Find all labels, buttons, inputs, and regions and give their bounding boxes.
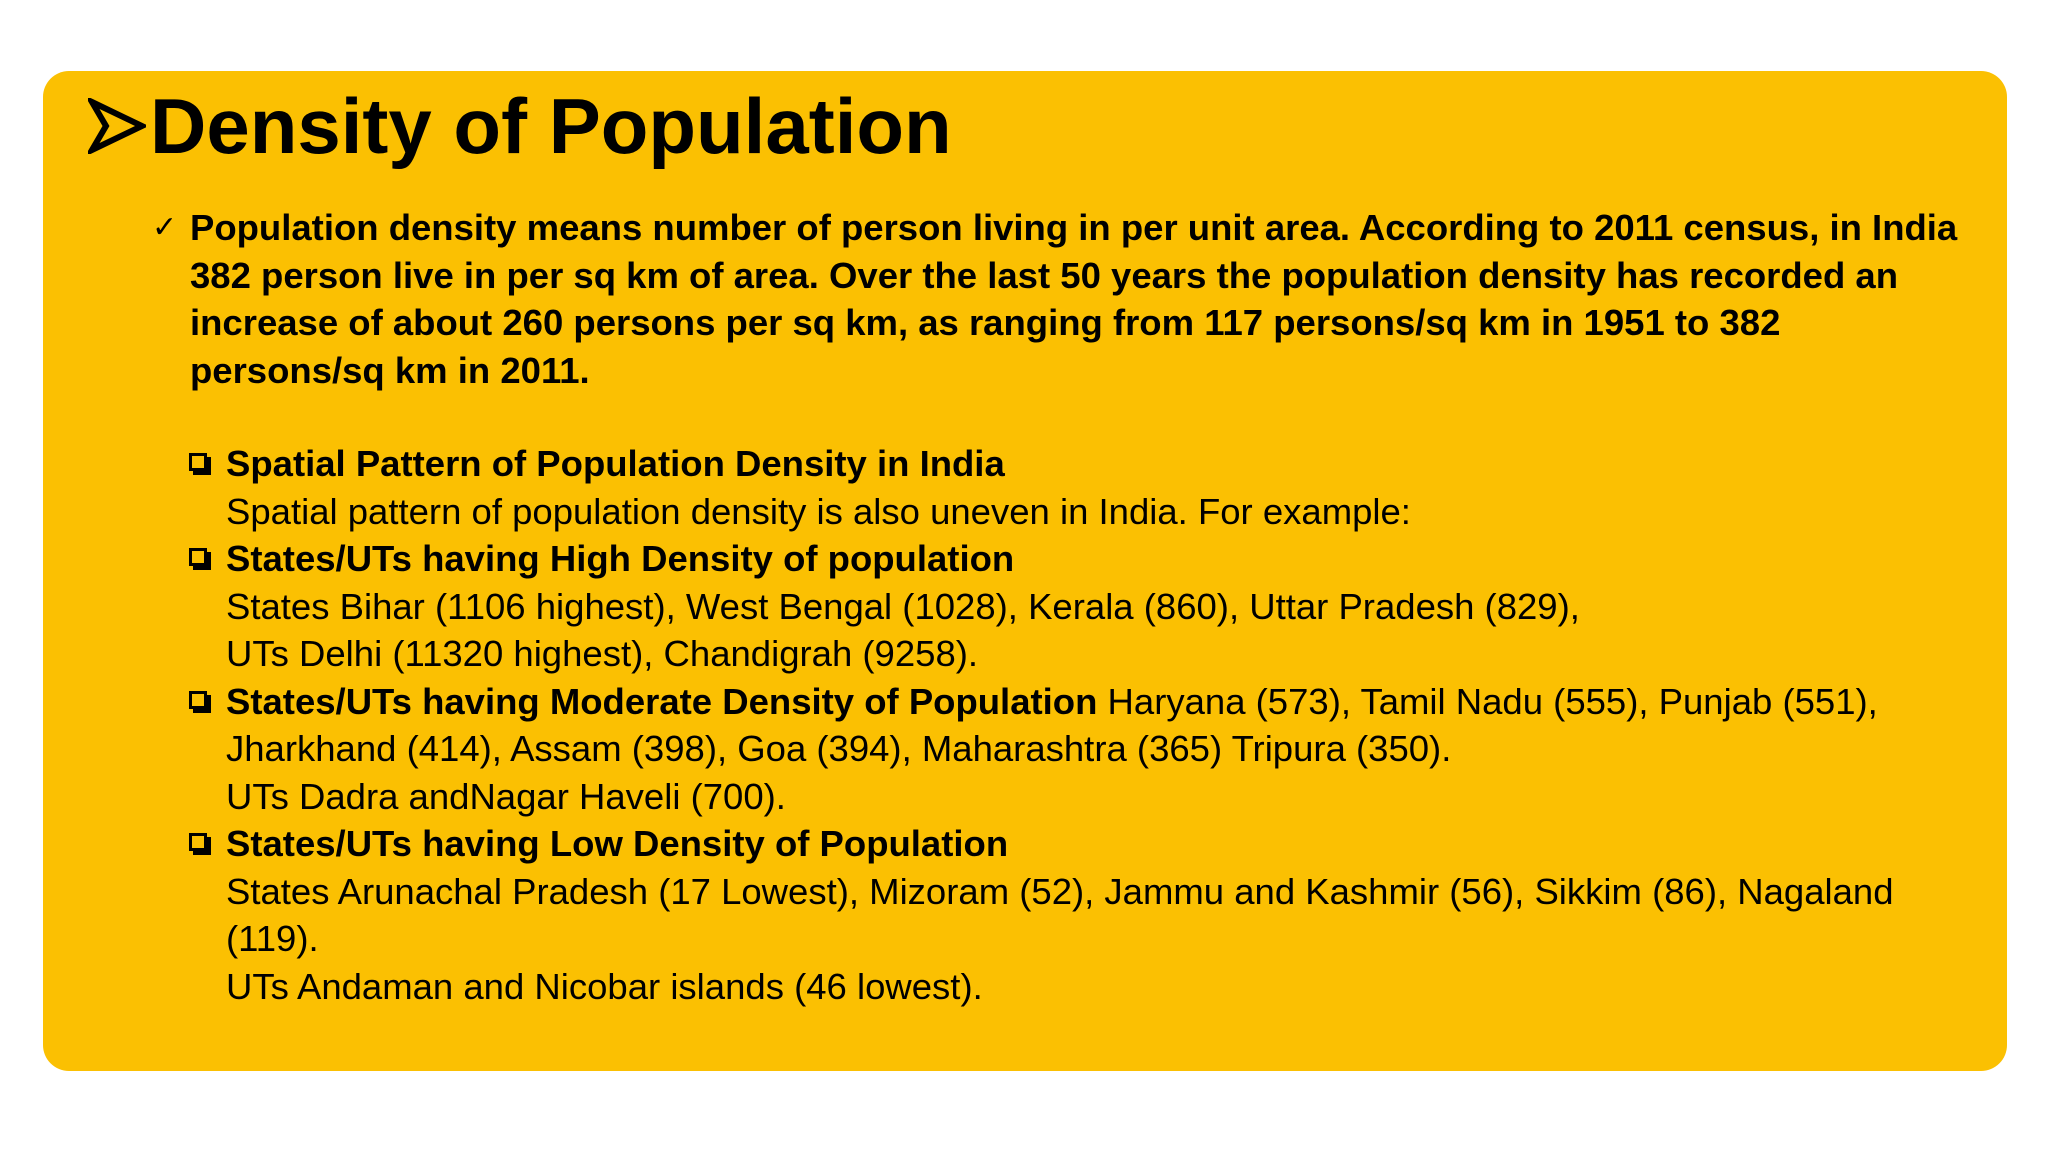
sections-list: [186, 440, 1986, 1010]
section-heading: Spatial Pattern of Population Density in India: [226, 443, 1005, 484]
section-low-density: [186, 820, 1986, 1010]
section-inline-text: Haryana (573), Tamil Nadu (555), Punjab (551), Jharkhand (414), Assam (398), Goa (394), Maharashtra (365) Tripura (350).: [226, 680, 1878, 769]
section-heading: States/UTs having Moderate Density of Population: [226, 680, 1098, 722]
section-heading-paragraph: [226, 678, 1986, 773]
square-bullet-icon: [186, 535, 226, 583]
section-line: States Arunachal Pradesh (17 Lowest), Mizoram (52), Jammu and Kashmir (56), Sikkim (86), Nagaland (119).: [226, 870, 1894, 959]
title-row: [88, 78, 952, 174]
section-heading: States/UTs having High Density of population: [226, 538, 1015, 579]
section-moderate-density: [186, 678, 1986, 821]
section-heading: States/UTs having Low Density of Population: [226, 823, 1009, 864]
section-spatial-pattern: [186, 440, 1986, 535]
section-line: States Bihar (1106 highest), West Bengal (1028), Kerala (860), Uttar Pradesh (829),: [226, 585, 1580, 627]
intro-paragraph: [152, 204, 1982, 394]
section-high-density: [186, 535, 1986, 678]
square-bullet-icon: [186, 678, 226, 726]
arrowhead-icon: [88, 98, 146, 154]
page-title: Density of Population: [150, 82, 952, 170]
section-line: UTs Dadra andNagar Haveli (700).: [226, 775, 786, 817]
checkmark-icon: ✓: [152, 210, 178, 245]
square-bullet-icon: [186, 820, 226, 868]
section-line: UTs Andaman and Nicobar islands (46 lowest).: [226, 965, 983, 1007]
section-line: UTs Delhi (11320 highest), Chandigrah (9258).: [226, 633, 979, 674]
intro-text: Population density means number of person living in per unit area. According to 2011 census, in India 382 person live in per sq km of area. Over the last 50 years the population density has recorded an increase of about 260 persons per sq km, as ranging from 117 persons/sq km in 1951 to 382 persons/sq km in 2011.: [190, 207, 1958, 391]
section-line: Spatial pattern of population density is also uneven in India. For example:: [226, 490, 1411, 532]
square-bullet-icon: [186, 440, 226, 488]
